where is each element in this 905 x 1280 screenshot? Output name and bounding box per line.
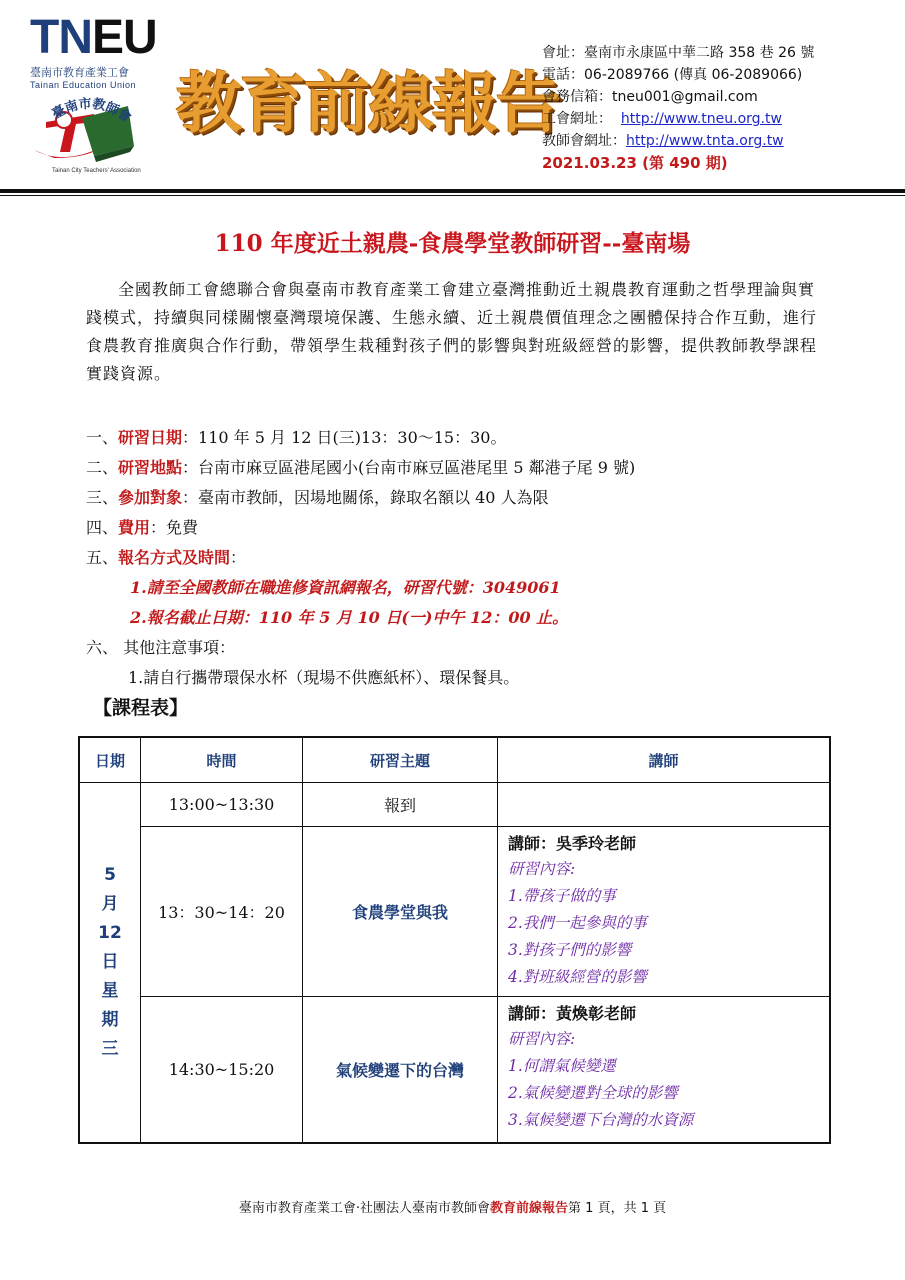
tneu-logo-chinese: 臺南市教育產業工會 — [30, 66, 129, 79]
email: 會務信箱：tneu001@gmail.com — [542, 89, 758, 105]
col-header-time: 時間 — [141, 737, 303, 783]
phone: 電話：06-2089766 (傳真 06-2089066) — [542, 67, 803, 83]
col-header-date: 日期 — [79, 737, 141, 783]
tta-arc-name — [24, 88, 154, 128]
schedule-table — [78, 736, 831, 1144]
union-website: 工會網址： http://www.tneu.org.tw — [542, 111, 782, 127]
topic-cell: 氣候變遷下的台灣 — [303, 997, 498, 1143]
col-header-topic: 研習主題 — [303, 737, 498, 783]
header-divider — [0, 189, 905, 193]
page-footer: 臺南市教育產業工會‧社團法人臺南市教師會教育前線報告第 1 頁，共 1 頁 — [238, 1201, 667, 1216]
time-cell: 13:00~13:30 — [141, 783, 303, 827]
other-note: 1.請自行攜帶環保水杯（現場不供應紙杯）、環保餐具。 — [128, 668, 520, 687]
schedule-title: 【課程表】 — [93, 697, 189, 719]
address: 會址：臺南市永康區中華二路 358 巷 26 號 — [542, 45, 815, 61]
lecture-content-line: 2.我們一起參與的事 — [508, 914, 647, 932]
registration-step: 2.報名截止日期：110 年 5 月 10 日(一)中午 12：00 止。 — [130, 608, 569, 627]
tneu-logo-mark: TNEU — [30, 11, 157, 64]
lecturer-name: 講師：黃煥彰老師 — [508, 1004, 637, 1023]
document-title: 110 年度近土親農-食農學堂教師研習--臺南場 — [214, 230, 691, 257]
issue-date: 2021.03.23 (第 490 期) — [542, 154, 728, 172]
list-item: 四、費用：免費 — [86, 518, 199, 537]
lecture-content-line: 2.氣候變遷對全球的影響 — [508, 1084, 678, 1102]
table-header-row — [79, 737, 830, 783]
table-row — [79, 827, 830, 997]
contact-block — [542, 42, 814, 174]
schedule-date-cell: 5 月 12 日 星 期 三 — [79, 783, 141, 1143]
tta-logo — [24, 92, 154, 180]
lecture-content-line: 3.氣候變遷下台灣的水資源 — [508, 1111, 694, 1129]
lecture-content-line: 1.何謂氣候變遷 — [508, 1057, 616, 1075]
lecturer-cell — [498, 783, 831, 827]
lecturer-cell — [498, 997, 831, 1143]
list-item: 一、研習日期：110 年 5 月 12 日(三)13：30～15：30。 — [86, 428, 507, 447]
newsletter-title: 教育前線報告 — [176, 65, 560, 142]
registration-step: 1.請至全國教師在職進修資訊網報名，研習代號：3049061 — [130, 578, 561, 597]
svg-text:臺南市教師會: 臺南市教師會 — [49, 96, 134, 126]
intro-paragraph: 全國教師工會總聯合會與臺南市教育產業工會建立臺灣推動近土親農教育運動之哲學理論與實踐模式，持續與同樣關懷臺灣環境保護、生態永續、近土親農價值理念之團體保持合作互動，進行食農教育推廣與合作行動，帶領學生栽種對孩子們的影響與對班級經營的影響，提供教師教學課程實踐資源。 — [86, 280, 818, 383]
list-item: 五、報名方式及時間： — [86, 548, 247, 567]
union-website-link[interactable]: http://www.tneu.org.tw — [620, 111, 782, 127]
time-cell: 14:30~15:20 — [141, 997, 303, 1143]
list-item: 二、研習地點：台南市麻豆區港尾國小(台南市麻豆區港尾里 5 鄰港子尾 9 號) — [86, 458, 636, 477]
time-cell: 13：30~14：20 — [141, 827, 303, 997]
lecture-content-line: 3.對孩子們的影響 — [508, 941, 632, 959]
lecturer-cell — [498, 827, 831, 997]
lecture-content-line: 研習內容: — [508, 860, 576, 878]
detail-list — [86, 423, 846, 693]
tta-caption: Tainan City Teachers' Association — [52, 168, 141, 174]
lecture-content-line: 1.帶孩子做的事 — [508, 887, 616, 905]
lecture-content-line: 4.對班級經營的影響 — [508, 968, 647, 986]
tneu-logo-english: Tainan Education Union — [30, 80, 137, 90]
teacher-website: 教師會網址：http://www.tnta.org.tw — [542, 133, 784, 149]
lecture-content-line: 研習內容: — [508, 1030, 576, 1048]
list-item: 三、參加對象：臺南市教師，因場地關係，錄取名額以 40 人為限 — [86, 488, 549, 507]
topic-cell: 食農學堂與我 — [303, 827, 498, 997]
tneu-logo — [30, 11, 160, 90]
table-row — [79, 997, 830, 1143]
other-notes-heading: 六、 其他注意事項： — [86, 638, 236, 657]
col-header-lecturer: 講師 — [498, 737, 831, 783]
header-divider-thin — [0, 195, 905, 196]
table-row — [79, 783, 830, 827]
lecturer-name: 講師：吳季玲老師 — [508, 834, 637, 853]
teacher-website-link[interactable]: http://www.tnta.org.tw — [626, 133, 784, 149]
topic-cell: 報到 — [303, 783, 498, 827]
